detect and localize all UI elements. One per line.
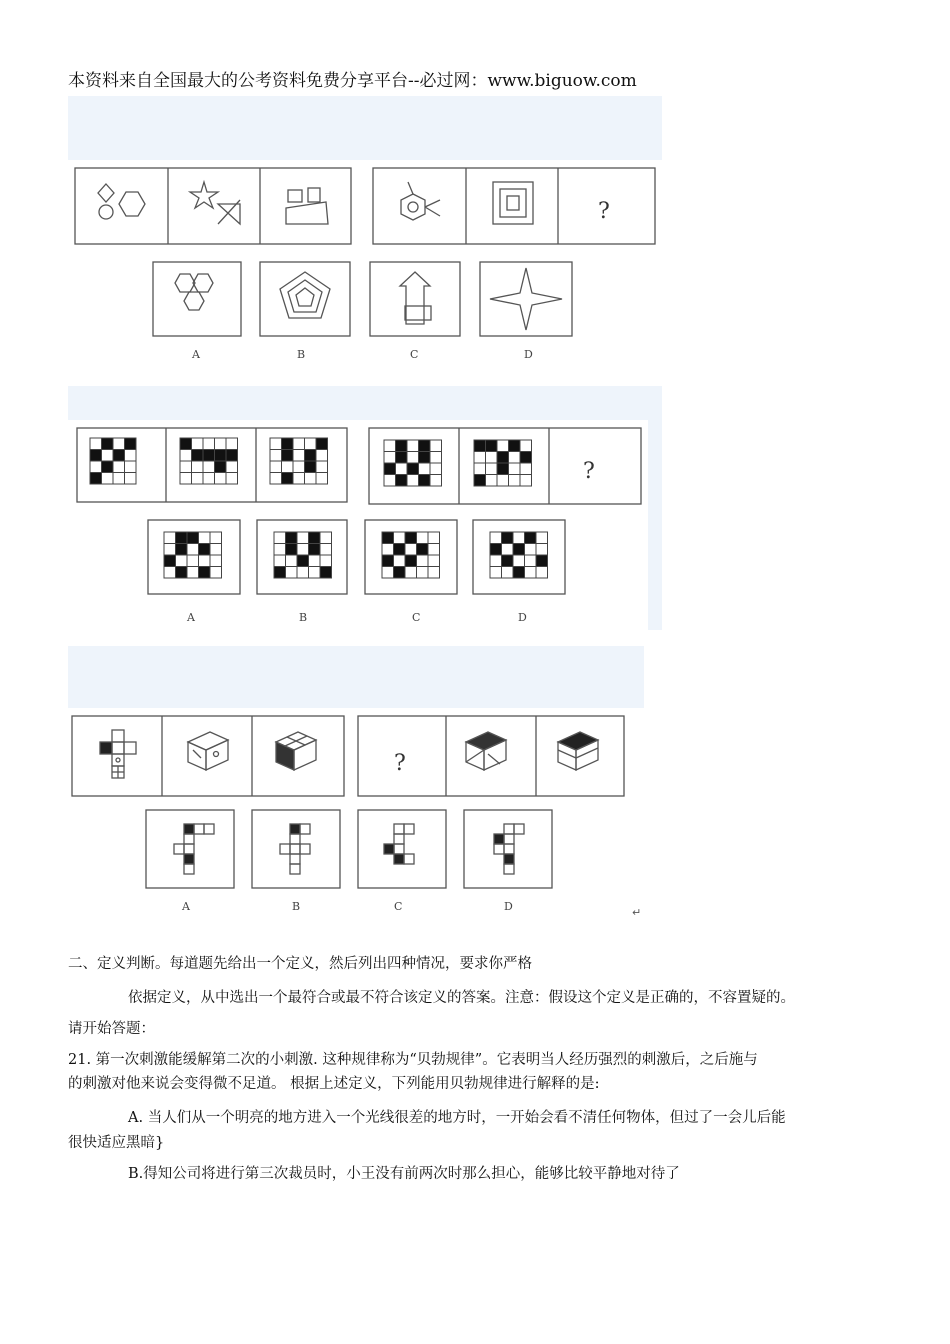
q19-grid-cell: [525, 532, 537, 544]
q18-question-mark: ?: [598, 199, 610, 224]
q19-grid-cell: [419, 463, 431, 475]
q19-grid-cell: [125, 473, 137, 485]
q19-grid-cell: [192, 461, 204, 473]
q18-option-b-label: B: [297, 348, 306, 361]
q19-grid-cell: [293, 473, 305, 485]
q19-grid-cell: [520, 463, 532, 475]
q19-grid-cell: [394, 544, 406, 556]
page-header: 本资料来自全国最大的公考资料免费分享平台--必过网：www.biguow.com: [68, 71, 637, 91]
q19-grid-cell: [180, 473, 192, 485]
q19-grid-cell: [396, 475, 408, 487]
q19-grid-cell: [286, 544, 298, 556]
q19-grid-cell: [164, 567, 176, 579]
section-title: 二、定义判断。每道题先给出一个定义，然后列出四种情况，要求你严格: [68, 956, 532, 972]
q20-option-b-label: B: [292, 900, 301, 913]
q20-question-mark: ?: [394, 751, 406, 776]
q19-grid-cell: [430, 463, 442, 475]
q19-grid-cell: [274, 567, 286, 579]
q19-grid-cell: [382, 567, 394, 579]
q19-grid-cell: [316, 450, 328, 462]
q19-grid-cell: [497, 452, 509, 464]
q19-grid-cell: [490, 555, 502, 567]
q19-grid-cell: [90, 473, 102, 485]
q19-grid-cell: [297, 544, 309, 556]
q19-grid-cell: [536, 544, 548, 556]
q19-grid-cell: [199, 555, 211, 567]
q19-grid-cell: [396, 463, 408, 475]
q19-grid-cell: [382, 544, 394, 556]
q19-grid-cell: [513, 532, 525, 544]
q19-grid-cell: [305, 438, 317, 450]
q21-line-2: 的刺激对他来说会变得微不足道。 根据上述定义，下列能用贝勃规律进行解释的是:: [68, 1076, 600, 1092]
q19-grid-cell: [407, 463, 419, 475]
q19-grid-cell: [309, 567, 321, 579]
q19-grid-cell: [520, 475, 532, 487]
q19-grid-cell: [215, 461, 227, 473]
q19-grid-cell: [270, 473, 282, 485]
q19-grid-cell: [520, 452, 532, 464]
q19-grid-cell: [536, 555, 548, 567]
q19-grid-cell: [90, 438, 102, 450]
q19-grid-cell: [164, 555, 176, 567]
q19-grid-cell: [405, 567, 417, 579]
q19-grid-cell: [293, 450, 305, 462]
q20-option-a-label: A: [182, 900, 190, 913]
q19-grid-cell: [286, 532, 298, 544]
q19-grid-cell: [113, 450, 125, 462]
q19-grid-cell: [125, 438, 137, 450]
q19-grid-cell: [320, 544, 332, 556]
q19-grid-cell: [405, 544, 417, 556]
q19-grid-cell: [316, 438, 328, 450]
q19-grid-cell: [430, 452, 442, 464]
q21-line-1: 21. 第一次刺激能缓解第二次的小刺激. 这种规律称为“贝勃规律”。它表明当人经历强烈的刺激后，之后施与: [68, 1052, 758, 1068]
q19-grid-cell: [417, 544, 429, 556]
q19-grid-cell: [320, 532, 332, 544]
q19-grid-cell: [384, 463, 396, 475]
q19-grid-cell: [474, 452, 486, 464]
q19-grid-cell: [282, 438, 294, 450]
q19-grid-cell: [164, 544, 176, 556]
q19-grid-cell: [215, 450, 227, 462]
q19-grid-cell: [396, 452, 408, 464]
q19-grid-cell: [486, 463, 498, 475]
q19-grid-cell: [297, 555, 309, 567]
q19-grid-cell: [293, 461, 305, 473]
q19-grid-cell: [293, 438, 305, 450]
q19-grid-cell: [502, 544, 514, 556]
q19-grid-cell: [102, 438, 114, 450]
q19-option-d-label: D: [518, 611, 527, 624]
q19-grid-cell: [513, 567, 525, 579]
q19-grid-cell: [430, 475, 442, 487]
q19-option-c-label: C: [412, 611, 421, 624]
q19-grid-cell: [407, 440, 419, 452]
q19-grid-cell: [417, 532, 429, 544]
q19-grid-cell: [509, 440, 521, 452]
q19-grid-cell: [113, 473, 125, 485]
q19-grid-cell: [417, 555, 429, 567]
q19-grid-cell: [428, 544, 440, 556]
q19-grid-cell: [164, 532, 176, 544]
q19-grid-cell: [274, 555, 286, 567]
q19-grid-cell: [274, 532, 286, 544]
q19-grid-cell: [417, 567, 429, 579]
q19-grid-cell: [509, 463, 521, 475]
q19-grid-cell: [102, 450, 114, 462]
q19-grid-cell: [286, 567, 298, 579]
q19-grid-cell: [405, 555, 417, 567]
q19-grid-cell: [113, 461, 125, 473]
q19-grid-cell: [199, 532, 211, 544]
q19-grid-cell: [419, 440, 431, 452]
q19-grid-cell: [286, 555, 298, 567]
q19-grid-cell: [226, 438, 238, 450]
q19-grid-cell: [502, 555, 514, 567]
q19-grid-cell: [192, 450, 204, 462]
q19-grid-cell: [210, 567, 222, 579]
q19-grid-cell: [90, 461, 102, 473]
q19-grid-cell: [199, 567, 211, 579]
q18-option-a-label: A: [192, 348, 200, 361]
q19-grid-cell: [297, 532, 309, 544]
q19-grid-cell: [407, 475, 419, 487]
q19-grid-cell: [513, 544, 525, 556]
q19-grid-cell: [305, 461, 317, 473]
q19-grid-cell: [270, 461, 282, 473]
q19-grid-cell: [396, 440, 408, 452]
q19-question-mark: ?: [583, 459, 595, 484]
q19-grid-cell: [282, 473, 294, 485]
q19-grid-cell: [203, 473, 215, 485]
q19-grid-cell: [536, 567, 548, 579]
q19-grid-cell: [282, 450, 294, 462]
q19-grid-cell: [309, 532, 321, 544]
q19-grid-cell: [407, 452, 419, 464]
q19-grid-cell: [428, 555, 440, 567]
q19-grid-cell: [210, 532, 222, 544]
q19-grid-cell: [474, 475, 486, 487]
q19-grid-cell: [180, 461, 192, 473]
q19-grid-cell: [536, 532, 548, 544]
q19-grid-cell: [394, 555, 406, 567]
q19-grid-cell: [297, 567, 309, 579]
q19-grid-cell: [210, 555, 222, 567]
q19-grid-cell: [497, 440, 509, 452]
q19-grid-cell: [490, 567, 502, 579]
q19-grid-cell: [187, 544, 199, 556]
q19-grid-cell: [102, 473, 114, 485]
q21-option-a-line-2: 很快适应黑暗}: [68, 1135, 165, 1151]
q19-option-b-label: B: [299, 611, 308, 624]
q19-grid-cell: [274, 544, 286, 556]
q19-grid-cell: [474, 463, 486, 475]
q19-grid-cell: [384, 475, 396, 487]
q19-grid-cell: [176, 544, 188, 556]
q19-grid-cell: [180, 438, 192, 450]
q19-grid-cell: [282, 461, 294, 473]
q19-grid-cell: [176, 555, 188, 567]
q19-grid-cell: [474, 440, 486, 452]
q19-grid-cell: [210, 544, 222, 556]
q21-option-a-line-1: A. 当人们从一个明亮的地方进入一个光线很差的地方时，一开始会看不清任何物体，但过了一会儿后能: [128, 1110, 786, 1126]
question-19-figure: [68, 386, 662, 630]
q19-grid-cell: [316, 473, 328, 485]
q19-grid-cell: [419, 452, 431, 464]
q19-grid-cell: [405, 532, 417, 544]
q19-grid-cell: [384, 452, 396, 464]
q19-grid-cell: [490, 544, 502, 556]
q19-grid-cell: [520, 440, 532, 452]
q19-grid-cell: [382, 555, 394, 567]
q19-grid-cell: [320, 555, 332, 567]
q19-grid-cell: [215, 473, 227, 485]
q19-grid-cell: [384, 440, 396, 452]
q19-grid-cell: [486, 452, 498, 464]
q19-grid-cell: [428, 567, 440, 579]
q19-grid-cell: [199, 544, 211, 556]
q19-grid-cell: [430, 440, 442, 452]
q19-grid-cell: [192, 438, 204, 450]
q19-grid-cell: [490, 532, 502, 544]
q19-grid-cell: [316, 461, 328, 473]
q19-grid-cell: [509, 452, 521, 464]
q19-grid-cell: [419, 475, 431, 487]
q19-grid-cell: [525, 544, 537, 556]
question-18-figure: [68, 96, 662, 368]
q19-grid-cell: [226, 450, 238, 462]
q19-grid-cell: [203, 450, 215, 462]
q19-grid-cell: [309, 555, 321, 567]
q19-grid-cell: [497, 463, 509, 475]
q20-option-c-label: C: [394, 900, 403, 913]
section-instruction: 依据定义，从中选出一个最符合或最不符合该定义的答案。注意：假设这个定义是正确的，不容置疑的。: [128, 990, 795, 1006]
q19-grid-cell: [428, 532, 440, 544]
q18-option-d-label: D: [524, 348, 533, 361]
q19-grid-cell: [176, 532, 188, 544]
q19-grid-cell: [509, 475, 521, 487]
q19-grid-cell: [180, 450, 192, 462]
q19-grid-cell: [226, 473, 238, 485]
section-start: 请开始答题：: [68, 1021, 155, 1037]
q19-grid-cell: [305, 450, 317, 462]
q19-grid-cell: [497, 475, 509, 487]
q19-grid-cell: [176, 567, 188, 579]
q19-grid-cell: [270, 438, 282, 450]
q19-grid-cell: [90, 450, 102, 462]
q19-grid-cell: [203, 461, 215, 473]
q19-option-a-label: A: [187, 611, 195, 624]
q19-grid-cell: [187, 555, 199, 567]
q19-grid-cell: [382, 532, 394, 544]
q19-grid-cell: [192, 473, 204, 485]
q19-grid-cell: [502, 567, 514, 579]
q19-grid-cell: [394, 532, 406, 544]
q19-grid-cell: [394, 567, 406, 579]
q21-option-b: B.得知公司将进行第三次裁员时，小王没有前两次时那么担心，能够比较平静地对待了: [128, 1166, 680, 1182]
q19-grid-cell: [486, 475, 498, 487]
q19-grid-cell: [102, 461, 114, 473]
return-mark: ↵: [632, 906, 642, 919]
q19-grid-cell: [125, 461, 137, 473]
q19-grid-cell: [125, 450, 137, 462]
q19-grid-cell: [187, 532, 199, 544]
q19-grid-cell: [309, 544, 321, 556]
q19-grid-cell: [305, 473, 317, 485]
q19-grid-cell: [215, 438, 227, 450]
q19-grid-cell: [502, 532, 514, 544]
q18-option-c-label: C: [410, 348, 419, 361]
q19-grid-cell: [113, 438, 125, 450]
q19-grid-cell: [226, 461, 238, 473]
q19-grid-cell: [203, 438, 215, 450]
q19-grid-cell: [525, 567, 537, 579]
q19-grid-cell: [525, 555, 537, 567]
q19-grid-cell: [270, 450, 282, 462]
q19-grid-cell: [187, 567, 199, 579]
q20-option-d-label: D: [504, 900, 513, 913]
q19-grid-cell: [513, 555, 525, 567]
q19-grid-cell: [486, 440, 498, 452]
question-20-figure: [68, 646, 644, 922]
q19-grid-cell: [320, 567, 332, 579]
